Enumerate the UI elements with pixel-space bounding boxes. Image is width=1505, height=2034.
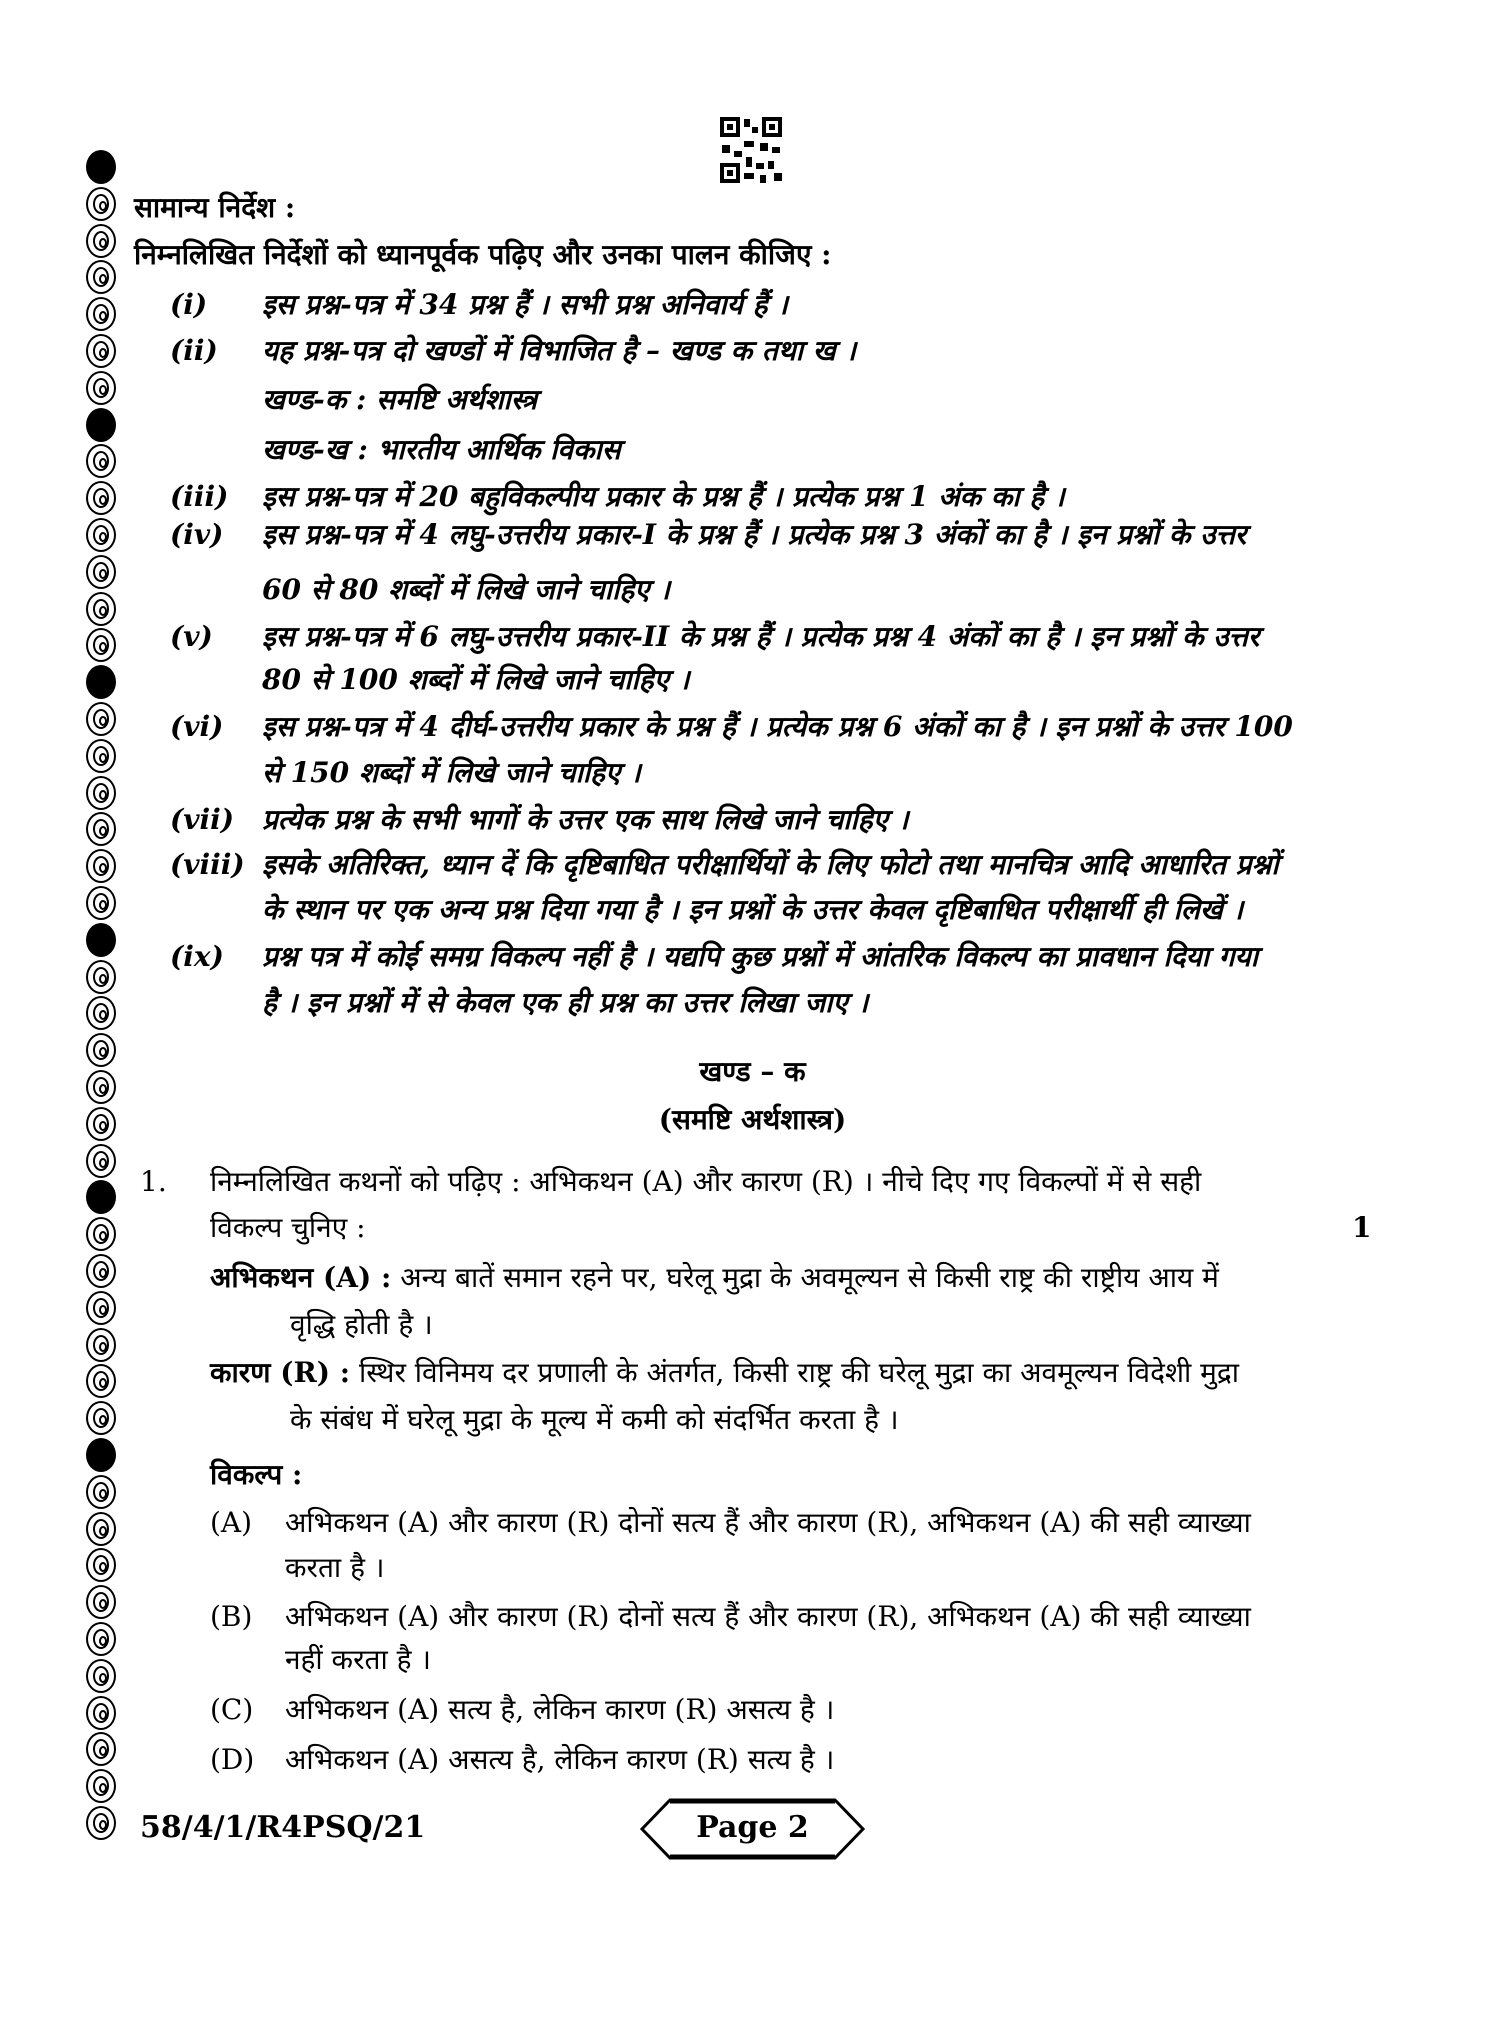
instruction-text: के स्थान पर एक अन्य प्रश्न दिया गया है । इन प्रश्नों के उत्तर केवल दृष्टिबाधित परीक्षार्थी ही लिखें । [262,893,1244,926]
paper-code: 58/4/1/R4PSQ/21 [140,1810,426,1845]
border-circle-icon [86,555,116,589]
section-title: खण्ड – क [699,1055,806,1088]
border-circle-icon [86,1732,116,1766]
question-marks: 1 [1352,1211,1372,1244]
border-circle-icon [86,886,116,920]
instruction-text: इस प्रश्न-पत्र में 6 लघु-उत्तरीय प्रकार-II के प्रश्न हैं । प्रत्येक प्रश्न 4 अंकों का है । इन प्रश्नों के उत्तर [262,620,1260,653]
instruction-text: प्रश्न पत्र में कोई समग्र विकल्प नहीं है । यद्यपि कुछ प्रश्नों में आंतरिक विकल्प का प्रावधान दिया गया [262,940,1258,973]
border-circle-icon [86,1512,116,1546]
instruction-text: 60 से 80 शब्दों में लिखे जाने चाहिए । [262,573,671,606]
border-circle-icon [86,849,116,883]
option-key: (A) [210,1506,253,1539]
instruction-text: 80 से 100 शब्दों में लिखे जाने चाहिए । [262,663,690,696]
instruction-text: खण्ड-क : समष्टि अर्थशास्त्र [262,383,538,416]
page-number-badge [640,1798,865,1860]
border-circle-icon [86,444,116,478]
instruction-number: (ii) [170,334,218,367]
option-key: (C) [210,1693,254,1726]
reason-label: कारण (R) : [210,1356,351,1389]
border-circle-icon [86,297,116,331]
instruction-number: (iii) [170,480,229,513]
border-circle-icon [86,1144,116,1178]
border-circle-icon [86,739,116,773]
border-circle-icon [86,665,116,699]
option-text: अभिकथन (A) सत्य है, लेकिन कारण (R) असत्य है । [285,1693,835,1726]
decorative-border [86,150,120,1850]
instructions-heading: सामान्य निर्देश : [134,191,296,224]
border-circle-icon [86,1769,116,1803]
assertion-text: अन्य बातें समान रहने पर, घरेलू मुद्रा के अवमूल्यन से किसी राष्ट्र की राष्ट्रीय आय में [400,1261,1219,1294]
instruction-text: इस प्रश्न-पत्र में 4 दीर्घ-उत्तरीय प्रकार के प्रश्न हैं । प्रत्येक प्रश्न 6 अंकों का है । इन प्रश्नों के उत्तर 100 [262,710,1293,743]
instruction-number: (ix) [170,940,224,973]
instruction-number: (v) [170,620,213,653]
border-circle-icon [86,1364,116,1398]
border-circle-icon [86,592,116,626]
border-circle-icon [86,1291,116,1325]
option-key: (B) [210,1600,253,1633]
question-number: 1. [140,1165,167,1198]
instruction-number: (vii) [170,803,235,836]
instruction-text: इस प्रश्न-पत्र में 4 लघु-उत्तरीय प्रकार-I के प्रश्न हैं । प्रत्येक प्रश्न 3 अंकों का है । इन प्रश्नों के उत्तर [262,518,1247,551]
instruction-text: यह प्रश्न-पत्र दो खण्डों में विभाजित है – खण्ड क तथा ख । [262,334,857,367]
border-circle-icon [86,1659,116,1693]
section-subtitle: (समष्टि अर्थशास्त्र) [658,1103,847,1136]
option-key: (D) [210,1743,255,1776]
border-circle-icon [86,187,116,221]
instruction-number: (vi) [170,710,224,743]
instruction-number: (viii) [170,848,245,881]
reason-text: के संबंध में घरेलू मुद्रा के मूल्य में कमी को संदर्भित करता है । [290,1403,899,1436]
border-circle-icon [86,1585,116,1619]
border-circle-icon [86,260,116,294]
instruction-text: है । इन प्रश्नों में से केवल एक ही प्रश्न का उत्तर लिखा जाए । [262,986,869,1019]
border-circle-icon [86,812,116,846]
border-circle-icon [86,224,116,258]
border-circle-icon [86,628,116,662]
instruction-text: खण्ड-ख : भारतीय आर्थिक विकास [262,433,621,466]
option-text: अभिकथन (A) असत्य है, लेकिन कारण (R) सत्य है । [285,1743,835,1776]
instruction-text: प्रत्येक प्रश्न के सभी भागों के उत्तर एक साथ लिखे जाने चाहिए । [262,803,909,836]
instruction-text: इस प्रश्न-पत्र में 34 प्रश्न हैं । सभी प्रश्न अनिवार्य हैं । [262,288,788,321]
instruction-text: इसके अतिरिक्त, ध्यान दें कि दृष्टिबाधित परीक्षार्थियों के लिए फोटो तथा मानचित्र आदि आधारित प्रश्नों [262,848,1279,881]
assertion-text: वृद्धि होती है । [290,1308,433,1341]
option-text: करता है । [285,1551,385,1584]
question-text-line: निम्नलिखित कथनों को पढ़िए : अभिकथन (A) और कारण (R) । नीचे दिए गए विकल्पों में से सही [210,1165,1202,1198]
instruction-number: (iv) [170,518,224,551]
border-circle-icon [86,1696,116,1730]
border-circle-icon [86,1438,116,1472]
border-circle-icon [86,776,116,810]
border-circle-icon [86,1217,116,1251]
instructions-subheading: निम्नलिखित निर्देशों को ध्यानपूर्वक पढ़िए और उनका पालन कीजिए : [134,238,832,271]
border-circle-icon [86,1254,116,1288]
border-circle-icon [86,371,116,405]
border-circle-icon [86,1806,116,1840]
border-circle-icon [86,923,116,957]
border-circle-icon [86,408,116,442]
border-circle-icon [86,702,116,736]
option-text: अभिकथन (A) और कारण (R) दोनों सत्य हैं और कारण (R), अभिकथन (A) की सही व्याख्या [285,1600,1251,1633]
qr-code [720,117,782,183]
border-circle-icon [86,481,116,515]
border-circle-icon [86,1548,116,1582]
border-circle-icon [86,518,116,552]
instruction-text: से 150 शब्दों में लिखे जाने चाहिए । [262,756,641,789]
border-circle-icon [86,334,116,368]
option-text: नहीं करता है । [285,1643,432,1676]
options-label: विकल्प : [210,1458,303,1491]
border-circle-icon [86,996,116,1030]
border-circle-icon [86,1622,116,1656]
instruction-text: इस प्रश्न-पत्र में 20 बहुविकल्पीय प्रकार के प्रश्न हैं । प्रत्येक प्रश्न 1 अंक का है । [262,480,1065,513]
instruction-number: (i) [170,288,208,321]
page-number: Page 2 [696,1810,809,1845]
assertion-label: अभिकथन (A) : [210,1261,392,1294]
border-circle-icon [86,150,116,184]
question-text-line: विकल्प चुनिए : [210,1211,366,1244]
reason-text: स्थिर विनिमय दर प्रणाली के अंतर्गत, किसी राष्ट्र की घरेलू मुद्रा का अवमूल्यन विदेशी मुद्रा [358,1356,1240,1389]
border-circle-icon [86,1401,116,1435]
border-circle-icon [86,960,116,994]
border-circle-icon [86,1180,116,1214]
border-circle-icon [86,1475,116,1509]
border-circle-icon [86,1328,116,1362]
option-text: अभिकथन (A) और कारण (R) दोनों सत्य हैं और कारण (R), अभिकथन (A) की सही व्याख्या [285,1506,1251,1539]
